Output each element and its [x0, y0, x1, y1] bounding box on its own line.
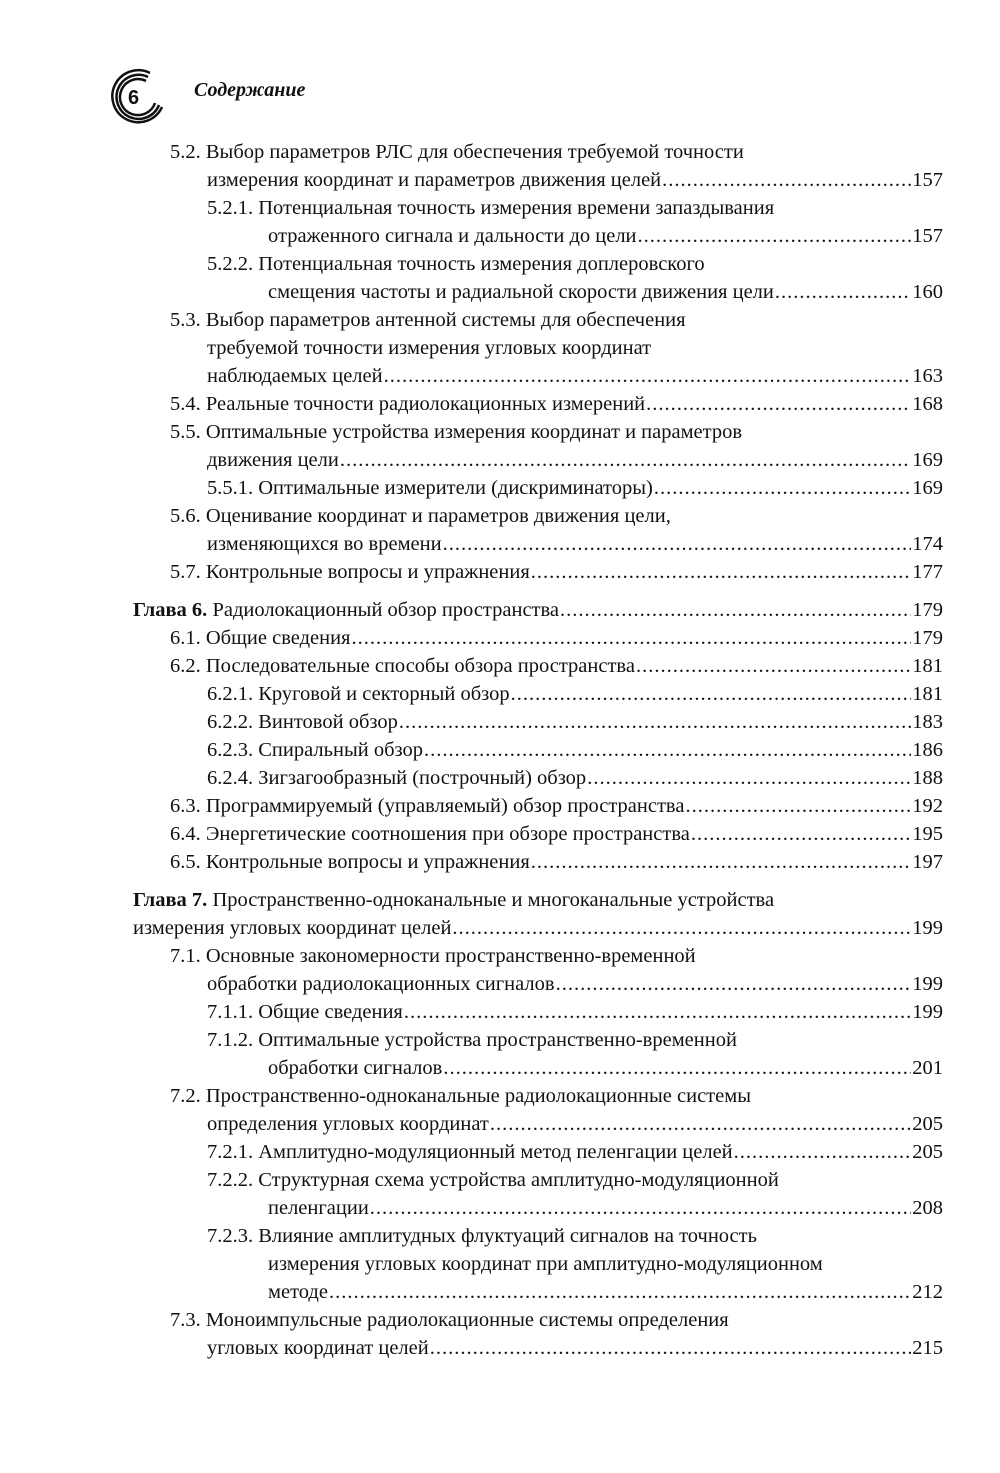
toc-text: Пространственно-одноканальные и многоканальные устройства [207, 889, 775, 911]
page-number: 179 [912, 599, 943, 621]
toc-text: 6.2.4. Зигзагообразный (построчный) обзор [207, 767, 587, 789]
page-number: 157 [912, 169, 943, 191]
dot-leader [443, 1054, 911, 1082]
toc-line [133, 474, 943, 502]
toc-text: методе [268, 1281, 328, 1303]
toc-text: 7.2.3. Влияние амплитудных флуктуаций сигналов на точность [207, 1225, 757, 1247]
toc-entry [133, 792, 943, 820]
dot-leader [556, 970, 912, 998]
dot-leader [775, 278, 911, 306]
toc-line [133, 306, 943, 334]
toc-entry [133, 390, 943, 418]
toc-text: движения цели [207, 449, 339, 471]
toc-text: 7.3. Моноимпульсные радиолокационные системы определения [170, 1309, 729, 1331]
page-number: 186 [912, 739, 943, 761]
dot-leader [638, 222, 912, 250]
toc-text: обработки радиолокационных сигналов [207, 973, 555, 995]
toc-text: измерения угловых координат целей [133, 917, 452, 939]
page-number: 181 [912, 683, 943, 705]
toc-line [133, 446, 943, 474]
dot-leader [329, 1278, 911, 1306]
dot-leader [531, 848, 911, 876]
toc-entry [133, 1306, 943, 1362]
toc-entry [133, 502, 943, 558]
dot-leader [560, 596, 911, 624]
dot-leader [370, 1194, 911, 1222]
toc-line [133, 1278, 943, 1306]
toc-line [133, 652, 943, 680]
page-number: 174 [912, 533, 943, 555]
page-number: 188 [912, 767, 943, 789]
toc-text: 5.5.1. Оптимальные измерители (дискриминаторы) [207, 477, 653, 499]
toc-line [133, 942, 943, 970]
toc-text: 7.1.1. Общие сведения [207, 1001, 403, 1023]
toc-line [133, 998, 943, 1026]
dot-leader [340, 446, 911, 474]
page-number-logo [104, 63, 166, 125]
toc-text: определения угловых координат [207, 1113, 489, 1135]
toc-entry [133, 942, 943, 998]
dot-leader [404, 998, 911, 1026]
page-number: 163 [912, 365, 943, 387]
toc-line [133, 886, 943, 914]
toc-text: требуемой точности измерения угловых координат [207, 337, 652, 359]
toc-line [133, 1138, 943, 1166]
toc-entry [133, 624, 943, 652]
toc-text: 5.2. Выбор параметров РЛС для обеспечения требуемой точности [170, 141, 744, 163]
toc-text: измерения координат и параметров движения целей [207, 169, 662, 191]
toc-line [133, 596, 943, 624]
toc-chapter [133, 596, 943, 624]
toc-line [133, 792, 943, 820]
dot-leader [384, 362, 912, 390]
toc-line [133, 680, 943, 708]
toc-entry [133, 1222, 943, 1306]
table-of-contents [133, 138, 943, 1362]
chapter-label: Глава 6. [133, 599, 208, 621]
toc-text: 6.3. Программируемый (управляемый) обзор пространства [170, 795, 685, 817]
toc-entry [133, 474, 943, 502]
toc-line [133, 708, 943, 736]
dot-leader [531, 558, 911, 586]
toc-text: пеленгации [268, 1197, 369, 1219]
toc-entry [133, 736, 943, 764]
toc-line [133, 820, 943, 848]
toc-line [133, 848, 943, 876]
toc-line [133, 334, 943, 362]
dot-leader [654, 474, 911, 502]
dot-leader [662, 166, 911, 194]
toc-entry [133, 1026, 943, 1082]
toc-entry [133, 708, 943, 736]
toc-text: отраженного сигнала и дальности до цели [268, 225, 637, 247]
toc-text: 5.6. Оценивание координат и параметров движения цели, [170, 505, 671, 527]
toc-text: 7.2.1. Амплитудно-модуляционный метод пеленгации целей [207, 1141, 733, 1163]
toc-text: 6.5. Контрольные вопросы и упражнения [170, 851, 530, 873]
toc-text: 6.2.2. Винтовой обзор [207, 711, 398, 733]
page-number: 205 [912, 1141, 943, 1163]
toc-line [133, 1026, 943, 1054]
dot-leader [351, 624, 911, 652]
toc-line [133, 1110, 943, 1138]
toc-entry [133, 306, 943, 390]
dot-leader [587, 764, 911, 792]
page-number: 169 [912, 449, 943, 471]
page-number: 192 [912, 795, 943, 817]
toc-text: 5.2.1. Потенциальная точность измерения времени запаздывания [207, 197, 775, 219]
page-number: 177 [912, 561, 943, 583]
dot-leader [734, 1138, 912, 1166]
toc-line [133, 362, 943, 390]
toc-line [133, 530, 943, 558]
toc-entry [133, 1166, 943, 1222]
dot-leader [691, 820, 911, 848]
toc-line [133, 624, 943, 652]
page-number: 199 [912, 917, 943, 939]
toc-text: угловых координат целей [207, 1337, 429, 1359]
toc-text: 6.1. Общие сведения [170, 627, 351, 649]
toc-line [133, 1250, 943, 1278]
toc-text: измерения угловых координат при амплитудно-модуляционном [268, 1253, 823, 1275]
toc-line [133, 914, 943, 942]
page-number: 205 [912, 1113, 943, 1135]
dot-leader [646, 390, 911, 418]
page-number: 208 [912, 1197, 943, 1219]
toc-line [133, 764, 943, 792]
spiral-icon [104, 63, 166, 125]
toc-line [133, 970, 943, 998]
toc-line [133, 1334, 943, 1362]
toc-entry [133, 194, 943, 250]
toc-line [133, 502, 943, 530]
toc-text: 5.5. Оптимальные устройства измерения координат и параметров [170, 421, 743, 443]
page-number: 160 [912, 281, 943, 303]
toc-line [133, 1082, 943, 1110]
dot-leader [430, 1334, 912, 1362]
toc-entry [133, 764, 943, 792]
toc-line [133, 250, 943, 278]
toc-text: смещения частоты и радиальной скорости движения цели [268, 281, 774, 303]
toc-entry [133, 848, 943, 876]
toc-line [133, 1306, 943, 1334]
toc-line [133, 1054, 943, 1082]
toc-chapter [133, 886, 943, 942]
toc-entry [133, 998, 943, 1026]
toc-line [133, 138, 943, 166]
page-number: 212 [912, 1281, 943, 1303]
page-number: 6 [128, 87, 140, 109]
toc-text: 5.4. Реальные точности радиолокационных измерений [170, 393, 646, 415]
toc-entry [133, 820, 943, 848]
toc-entry [133, 652, 943, 680]
page-number: 201 [912, 1057, 943, 1079]
toc-text: 7.1. Основные закономерности пространственно-временной [170, 945, 696, 967]
page-number: 195 [912, 823, 943, 845]
toc-entry [133, 138, 943, 194]
toc-entry [133, 1138, 943, 1166]
page-number: 199 [912, 1001, 943, 1023]
toc-line [133, 418, 943, 446]
dot-leader [424, 736, 911, 764]
toc-line [133, 222, 943, 250]
dot-leader [685, 792, 911, 820]
page-number: 157 [912, 225, 943, 247]
toc-line [133, 194, 943, 222]
toc-text: наблюдаемых целей [207, 365, 383, 387]
toc-text: обработки сигналов [268, 1057, 443, 1079]
toc-line [133, 1194, 943, 1222]
toc-entry [133, 680, 943, 708]
page-number: 183 [912, 711, 943, 733]
toc-entry [133, 418, 943, 474]
toc-text: Радиолокационный обзор пространства [207, 599, 560, 621]
toc-text: изменяющихся во времени [207, 533, 442, 555]
toc-text: 6.2. Последовательные способы обзора пространства [170, 655, 635, 677]
page-number: 179 [912, 627, 943, 649]
dot-leader [511, 680, 912, 708]
toc-line [133, 166, 943, 194]
toc-text: 5.7. Контрольные вопросы и упражнения [170, 561, 530, 583]
toc-text: 6.4. Энергетические соотношения при обзоре пространства [170, 823, 690, 845]
toc-text: 7.1.2. Оптимальные устройства пространственно-временной [207, 1029, 737, 1051]
toc-entry [133, 1082, 943, 1138]
toc-line [133, 1222, 943, 1250]
toc-text: 5.2.2. Потенциальная точность измерения доплеровского [207, 253, 705, 275]
chapter-label: Глава 7. [133, 889, 208, 911]
toc-line [133, 1166, 943, 1194]
toc-line [133, 278, 943, 306]
toc-entry [133, 558, 943, 586]
toc-line [133, 736, 943, 764]
toc-text: 7.2.2. Структурная схема устройства амплитудно-модуляционной [207, 1169, 779, 1191]
header-title: Содержание [194, 78, 306, 101]
dot-leader [399, 708, 911, 736]
running-header [104, 64, 305, 124]
page-number: 199 [912, 973, 943, 995]
dot-leader [443, 530, 912, 558]
page-number: 169 [912, 477, 943, 499]
dot-leader [636, 652, 911, 680]
page-number: 197 [912, 851, 943, 873]
toc-text: 7.2. Пространственно-одноканальные радиолокационные системы [170, 1085, 751, 1107]
toc-entry [133, 250, 943, 306]
dot-leader [490, 1110, 911, 1138]
toc-text: 5.3. Выбор параметров антенной системы для обеспечения [170, 309, 686, 331]
dot-leader [452, 914, 911, 942]
toc-line [133, 558, 943, 586]
toc-line [133, 390, 943, 418]
toc-text: 6.2.3. Спиральный обзор [207, 739, 423, 761]
page-number: 181 [912, 655, 943, 677]
page-number: 215 [912, 1337, 943, 1359]
toc-text: 6.2.1. Круговой и секторный обзор [207, 683, 510, 705]
page-number: 168 [912, 393, 943, 415]
